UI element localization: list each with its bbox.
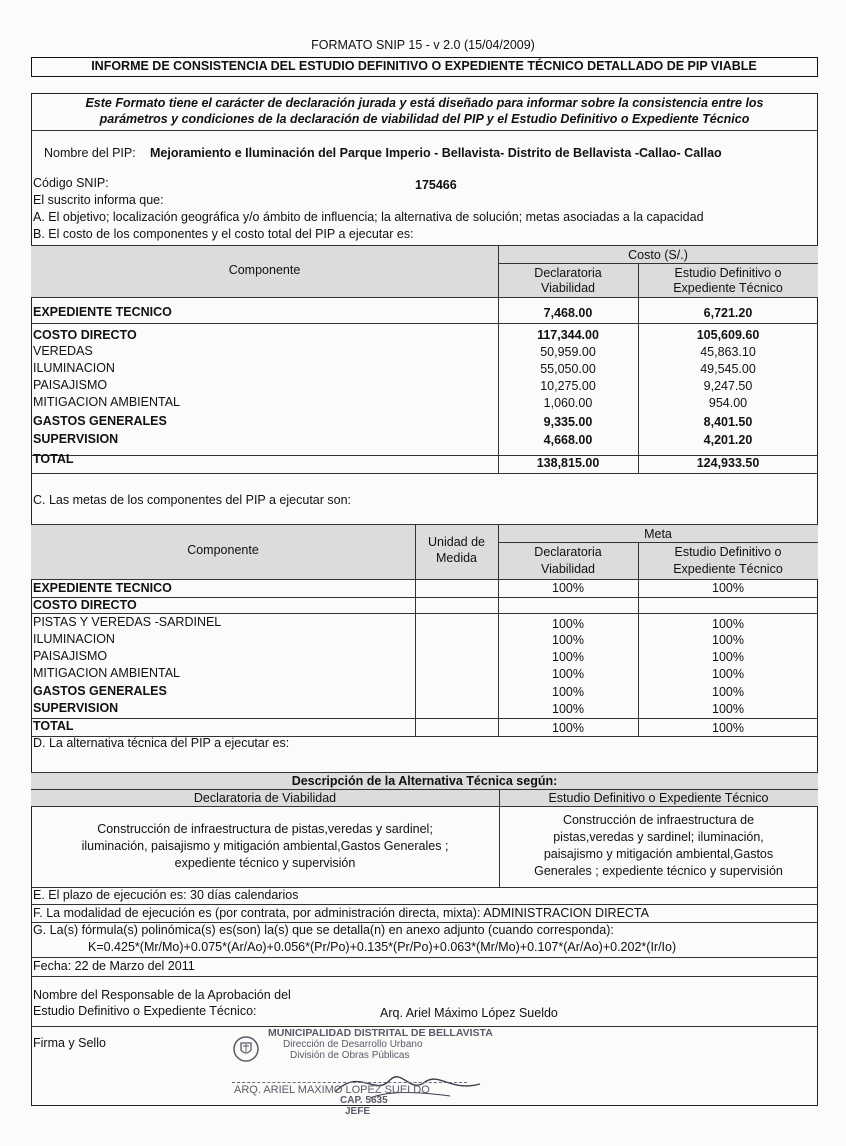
meta-row-label: PISTAS Y VEREDAS -SARDINEL [33,615,222,629]
cost-row-decl: 9,335.00 [543,415,593,429]
item-c-text: C. Las metas de los componentes del PIP a ejecutar son: [33,493,352,507]
notice-line-2: parámetros y condiciones de la declaración de viabilidad del PIP y el Estudio Definitivo o Expediente Técnico [99,112,750,126]
item-e-text: E. El plazo de ejecución es: 30 días calendarios [33,888,299,902]
item-f-text: F. La modalidad de ejecución es (por contrata, por administración directa, mixta): ADMINISTRACION DIRECTA [33,906,649,920]
meta-row-decl: 100% [552,650,584,664]
meta-row-est: 100% [712,702,744,716]
stamp-line-3: División de Obras Públicas [290,1050,410,1061]
meta-row-est: 100% [712,667,744,681]
document-title-box [31,57,818,77]
pip-name-value: Mejoramiento e Iluminación del Parque Imperio - Bellavista- Distrito de Bellavista -Callao- Callao [150,146,722,160]
meta-row-decl: 100% [552,617,584,631]
cost-row-label: EXPEDIENTE TECNICO [33,305,172,319]
alternative-right-line: Construcción de infraestructura de [562,813,755,827]
cost-col-component: Componente [228,263,301,277]
responsable-label-2: Estudio Definitivo o Expediente Técnico: [33,1004,257,1018]
item-d-text: D. La alternativa técnica del PIP a ejecutar es: [33,736,290,750]
cost-row-est: 6,721.20 [703,306,753,320]
snip-code-label: Código SNIP: [33,176,109,190]
meta-row-est: 100% [712,581,744,595]
alternative-right-line: Generales ; expediente técnico y supervisión [534,864,783,878]
meta-row-label: SUPERVISION [33,701,119,715]
cost-row-label: SUPERVISION [33,432,119,446]
cost-row-label: COSTO DIRECTO [33,328,137,342]
cost-row-label: VEREDAS [33,344,93,358]
alternative-right-line: pistas,veredas y sardinel; iluminación, [553,830,764,844]
cost-row-est: 105,609.60 [696,328,760,342]
cost-row-label: MITIGACION AMBIENTAL [33,395,181,409]
cost-row-decl: 7,468.00 [543,306,593,320]
meta-row-label: MITIGACION AMBIENTAL [33,666,181,680]
format-line: FORMATO SNIP 15 - v 2.0 (15/04/2009) [311,38,535,52]
alternative-left-line: expediente técnico y supervisión [174,856,356,870]
cost-row-est: 954.00 [708,396,748,410]
municipal-seal-icon [232,1035,260,1063]
alternative-left-line: iluminación, paisajismo y mitigación ambiental,Gastos Generales ; [81,839,449,853]
firma-label: Firma y Sello [33,1036,106,1050]
meta-col-decl-1: Declaratoria [534,545,602,559]
item-a-text: A. El objetivo; localización geográfica y/o ámbito de influencia; la alternativa de solución; metas asociadas a la capacidad [33,210,704,224]
meta-row-decl: 100% [552,581,584,595]
document-title: INFORME DE CONSISTENCIA DEL ESTUDIO DEFINITIVO O EXPEDIENTE TÉCNICO DETALLADO DE PIP VIABLE [91,59,757,73]
meta-row-decl: 100% [552,633,584,647]
fecha-text: Fecha: 22 de Marzo del 2011 [33,959,195,973]
stamp-line-2: Dirección de Desarrollo Urbano [283,1039,423,1050]
alternative-heading: Descripción de la Alternativa Técnica según: [291,774,558,788]
meta-row-label: COSTO DIRECTO [33,598,137,612]
snip-code-value: 175466 [415,178,457,192]
cost-row-est: 45,863.10 [700,345,756,359]
meta-col-est-2: Expediente Técnico [673,562,783,576]
meta-row-label: TOTAL [33,719,74,733]
alternative-col-right: Estudio Definitivo o Expediente Técnico [548,791,769,805]
responsable-name: Arq. Ariel Máximo López Sueldo [380,1006,558,1020]
meta-row-decl: 100% [552,702,584,716]
signature-name: ARQ. ARIEL MAXIMO LOPEZ SUELDO [234,1084,430,1096]
cost-row-est: 4,201.20 [703,433,753,447]
cost-row-est: 9,247.50 [703,379,753,393]
signature-cap: CAP. 5635 [340,1095,388,1106]
formula-text: K=0.425*(Mr/Mo)+0.075*(Ar/Ao)+0.056*(Pr/Po)+0.135*(Pr/Po)+0.063*(Mr/Mo)+0.107*(Ar/Ao)+0.202*(Ir/Io) [88,940,677,954]
cost-row-est: 8,401.50 [703,415,753,429]
meta-row-est: 100% [712,633,744,647]
cost-row-est: 49,545.00 [700,362,756,376]
cost-row-decl: 10,275.00 [540,379,596,393]
cost-col-group: Costo (S/.) [628,248,688,262]
item-b-text: B. El costo de los componentes y el costo total del PIP a ejecutar es: [33,227,414,241]
notice-line-1: Este Formato tiene el carácter de declaración jurada y está diseñado para informar sobre la consistencia entre los [85,96,764,110]
alternative-col-left: Declaratoria de Viabilidad [193,791,337,805]
meta-col-component: Componente [187,543,259,557]
meta-row-est: 100% [712,650,744,664]
cost-row-decl: 50,959.00 [540,345,596,359]
meta-col-unit-1: Unidad de [428,535,485,549]
meta-row-label: EXPEDIENTE TECNICO [33,581,172,595]
meta-row-decl: 100% [552,667,584,681]
responsable-label-1: Nombre del Responsable de la Aprobación del [33,988,291,1002]
meta-row-label: ILUMINACION [33,632,115,646]
informa-text: El suscrito informa que: [33,193,164,207]
meta-col-decl-2: Viabilidad [541,562,595,576]
alternative-left-line: Construcción de infraestructura de pistas,veredas y sardinel; [97,822,433,836]
meta-row-decl: 100% [552,685,584,699]
cost-row-label: ILUMINACION [33,361,115,375]
cost-row-est: 124,933.50 [696,456,760,470]
signature-title: JEFE [345,1106,371,1117]
cost-row-decl: 55,050.00 [540,362,596,376]
cost-row-decl: 1,060.00 [543,396,593,410]
meta-row-est: 100% [712,721,744,735]
pip-name-label: Nombre del PIP: [44,146,136,160]
cost-row-label: TOTAL [33,452,74,466]
meta-row-label: GASTOS GENERALES [33,684,167,698]
cost-col-est-1: Estudio Definitivo o [674,266,782,280]
meta-col-group: Meta [644,527,672,541]
meta-row-decl: 100% [552,721,584,735]
cost-col-decl-2: Viabilidad [541,281,595,295]
item-g-text: G. La(s) fórmula(s) polinómica(s) es(son) la(s) que se detalla(n) en anexo adjunto (cuando corresponda): [33,923,614,937]
stamp-line-1: MUNICIPALIDAD DISTRITAL DE BELLAVISTA [268,1027,493,1039]
cost-row-decl: 138,815.00 [536,456,600,470]
cost-col-decl-1: Declaratoria [534,266,602,280]
meta-row-est: 100% [712,617,744,631]
meta-col-unit-2: Medida [436,551,477,565]
meta-row-label: PAISAJISMO [33,649,108,663]
meta-row-est: 100% [712,685,744,699]
cost-row-decl: 117,344.00 [537,328,599,342]
alternative-right-line: paisajismo y mitigación ambiental,Gastos [543,847,774,861]
meta-col-est-1: Estudio Definitivo o [674,545,782,559]
cost-row-label: GASTOS GENERALES [33,414,167,428]
cost-row-label: PAISAJISMO [33,378,108,392]
cost-row-decl: 4,668.00 [543,433,593,447]
cost-col-est-2: Expediente Técnico [673,281,783,295]
